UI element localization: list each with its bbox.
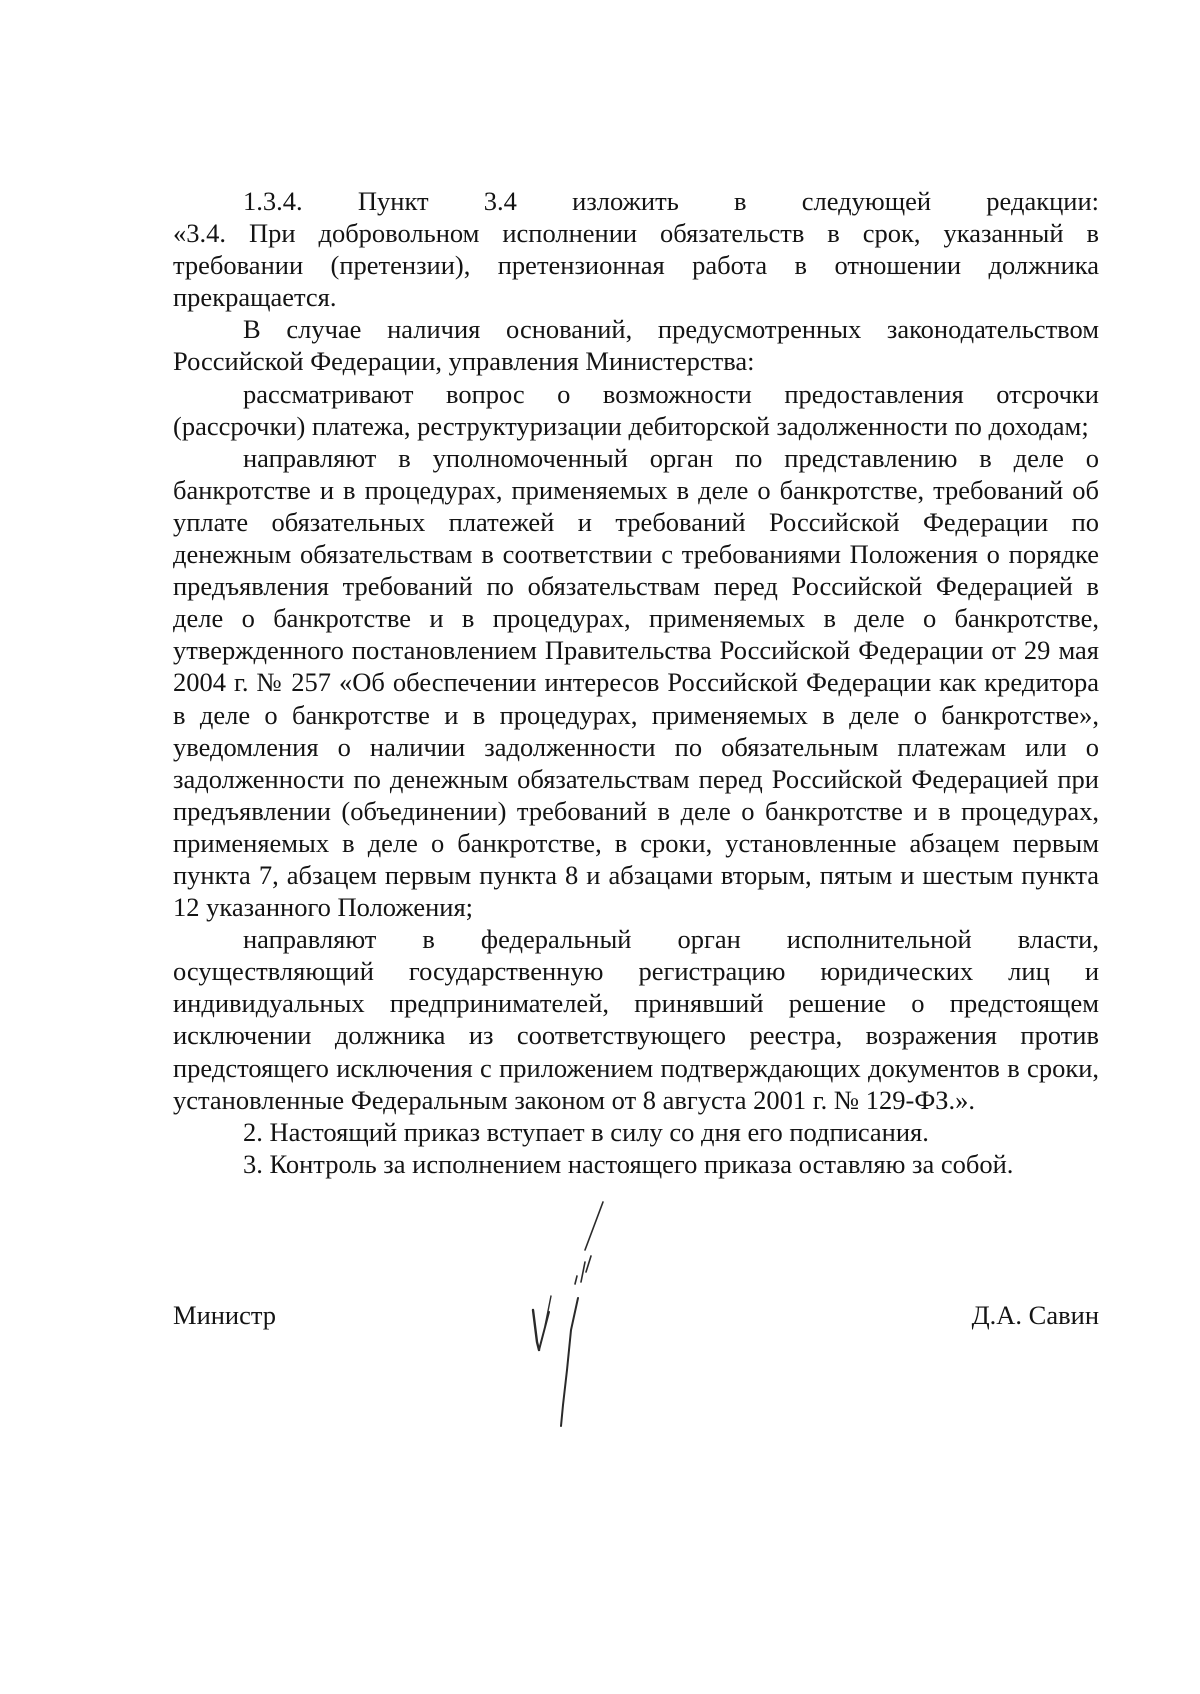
handwritten-signature [525,1200,620,1430]
paragraph-bankruptcy-claims: направляют в уполномоченный орган по представлению в деле о банкротстве и в процедурах, применяемых в деле о банкротстве, требований об уплате обязательных платежей и требований Российской Федерации по денежным обязательствам в соответствии с требованиями Положения о порядке предъявления требований по обязательствам перед Российской Федерацией в деле о банкротстве и в процедурах, применяемых в деле о банкротстве, утвержденного постановлением Правительства Российской Федерации от 29 мая 2004 г. № 257 «Об обеспечении интересов Российской Федерации как кредитора в деле о банкротстве и в процедурах, применяемых в деле о банкротстве», уведомления о наличии задолженности по обязательным платежам или о задолженности по денежным обязательствам перед Российской Федерацией при предъявлении (объединении) требований в деле о банкротстве и в процедурах, применяемых в деле о банкротстве, в сроки, установленные абзацем первым пункта 7, абзацем первым пункта 8 и абзацами вторым, пятым и шестым пункта 12 указанного Положения; [173,442,1099,923]
paragraph-effective-date: 2. Настоящий приказ вступает в силу со дня его подписания. [243,1116,929,1147]
signatory-name: Д.А. Савин [971,1300,1099,1330]
document-body [173,185,1099,1180]
paragraph-objections: направляют в федеральный орган исполнительной власти, осуществляющий государственную регистрацию юридических лиц и индивидуальных предпринимателей, принявший решение о предстоящем исключении должника из соответствующего реестра, возражения против предстоящего исключения с приложением подтверждающих документов в сроки, установленные Федеральным законом от 8 августа 2001 г. № 129-ФЗ.». [173,924,1099,1115]
paragraph-grounds: В случае наличия оснований, предусмотренных законодательством Российской Федерации, управления Министерства: [173,314,1099,377]
signatory-position: Министр [173,1300,277,1330]
paragraph-control: 3. Контроль за исполнением настоящего приказа оставляю за собой. [243,1148,1014,1179]
paragraph-clause-1-3-4: 1.3.4. Пункт 3.4 изложить в следующей редакции: [243,186,1099,216]
paragraph-deferral: рассматривают вопрос о возможности предоставления отсрочки (рассрочки) платежа, реструктуризации дебиторской задолженности по доходам; [173,378,1099,441]
paragraph-clause-3-4: «3.4. При добровольном исполнении обязательств в срок, указанный в требовании (претензии), претензионная работа в отношении должника прекращается. [173,218,1099,313]
signature-block [173,1299,1099,1339]
